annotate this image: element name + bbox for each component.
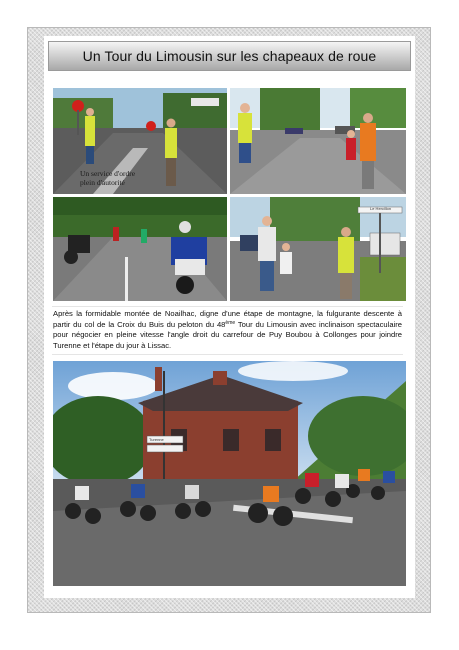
caption-part-1: Après la formidable montée de Noailhac, digne d'une étape de montagne, la fulgurante descente à partir du col de la Croix du Buis du peloton du 48	[53, 309, 402, 329]
photo-overlay-caption: Un service d'ordre plein d'autorité	[80, 169, 136, 187]
caption-text	[52, 306, 403, 355]
page-title: Un Tour du Limousin sur les chapeaux de roue	[82, 48, 377, 64]
photo-road-sign-text: Le Hercillon	[370, 206, 392, 211]
caption-ordinal: ème	[225, 319, 236, 326]
title-banner	[48, 41, 411, 71]
photo-spectators-child	[230, 197, 406, 301]
photo-marshals-junction	[230, 88, 406, 194]
photo-direction-sign-text: Turenne	[149, 437, 164, 442]
photo-peloton-corner	[53, 361, 406, 586]
caption-part-2: Tour du Limousin avec inclinaison spectaculaire pour négocier en pleine vitesse l'angle droit du carrefour de Puy Boubou à Collonges pour joindre Turenne et l'étape du jour à Lissac.	[53, 319, 403, 350]
photo-police-motorcycle	[53, 197, 227, 301]
